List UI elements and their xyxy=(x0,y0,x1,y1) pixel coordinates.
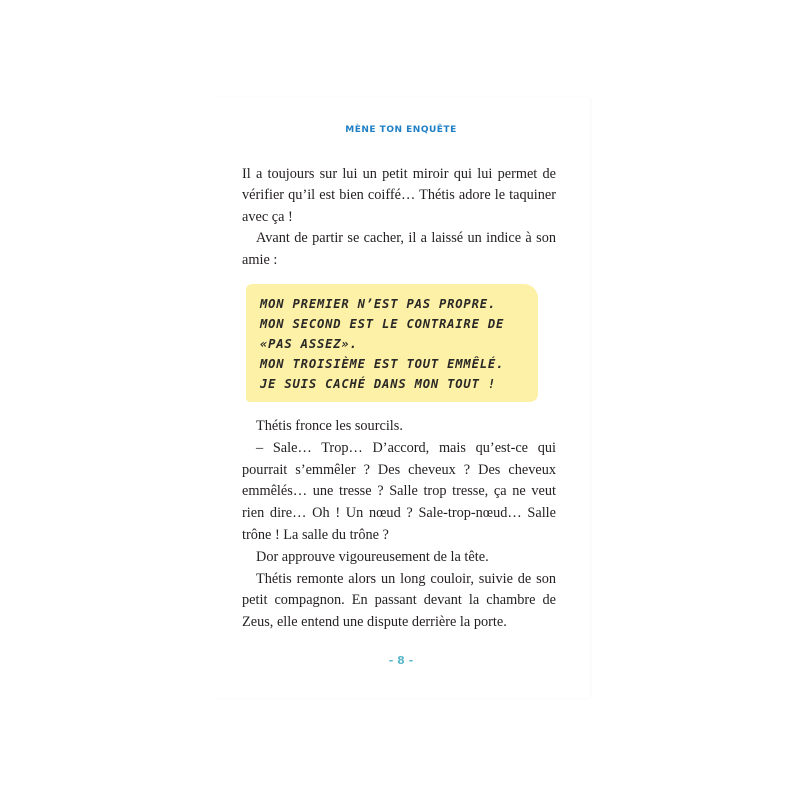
paragraph: Thétis remonte alors un long couloir, suivie de son petit compagnon. En passant devant la chambre de Zeus, elle entend une dispute derrière la porte. xyxy=(242,570,556,631)
running-head: MÈNE TON ENQUÊTE xyxy=(345,125,457,135)
paragraph: Dor approuve vigoureusement de la tête. xyxy=(256,548,489,565)
paragraph: – Sale… Trop… D’accord, mais qu’est-ce qui pourrait s’emmêler ? Des cheveux ? Des cheveux emmêlés… une tresse ? Salle trop tresse, ça ne veut rien dire… Oh ! Un nœud ? Sale-trop-nœud… Salle trône ! La salle du trône ? xyxy=(242,439,556,543)
riddle-line: JE SUIS CACHÉ DANS MON TOUT ! xyxy=(260,377,496,391)
riddle-line: MON SECOND EST LE CONTRAIRE DE xyxy=(260,317,505,331)
body-text-top xyxy=(242,164,556,271)
paragraph: Il a toujours sur lui un petit miroir qui lui permet de vérifier qu’il est bien coiffé… Thétis adore le taquiner avec ça ! xyxy=(242,166,556,225)
body-text-bottom xyxy=(242,416,556,634)
riddle-line: MON TROISIÈME EST TOUT EMMÊLÉ. xyxy=(260,357,505,371)
riddle-line: «PAS ASSEZ». xyxy=(260,337,358,351)
page-number: - 8 - xyxy=(388,654,414,667)
riddle-box xyxy=(246,284,538,402)
book-page xyxy=(212,98,590,698)
paragraph: Thétis fronce les sourcils. xyxy=(256,418,403,434)
paragraph: Avant de partir se cacher, il a laissé un indice à son amie : xyxy=(242,230,556,268)
riddle-line: MON PREMIER N’EST PAS PROPRE. xyxy=(260,297,496,311)
